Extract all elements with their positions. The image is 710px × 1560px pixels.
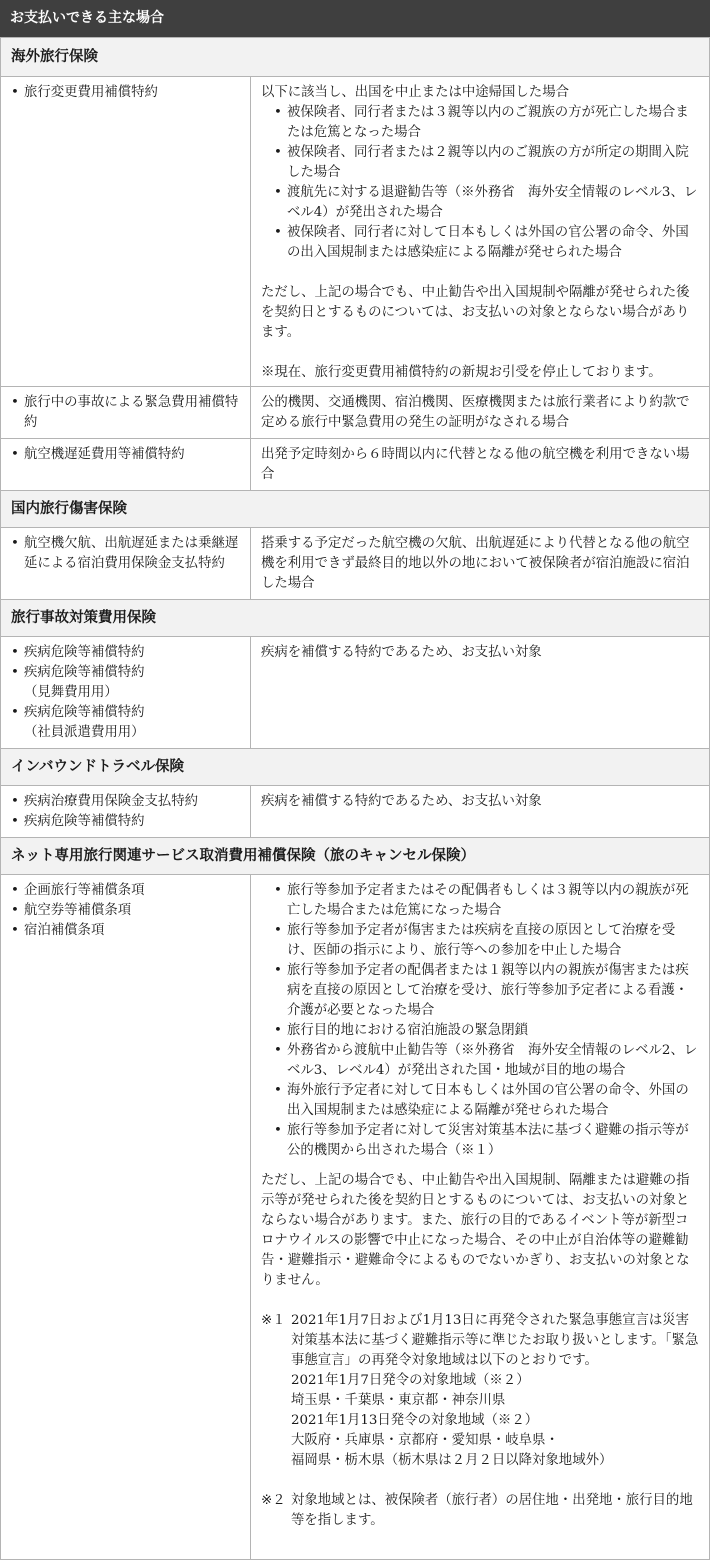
footnote-line: 福岡県・栃木県（栃木県は２月２日以降対象地域外） <box>291 1453 613 1468</box>
rider-name: • 航空機欠航、出航遅延または乗継遅延による宿泊費用保険金支払特約 <box>11 534 242 574</box>
rider-name-cell <box>1 875 251 1559</box>
condition-item: • 旅行等参加予定者が傷害または疾病を直接の原因として治療を受け、医師の指示により、旅行等への参加を中止した場合 <box>261 921 699 961</box>
condition-item: • 被保険者、同行者または３親等以内のご親族の方が死亡した場合または危篤となった場合 <box>261 103 699 143</box>
footnote-marker: ※１ <box>261 1313 286 1328</box>
footnote-text: 2021年1月7日および1月13日に再発令された緊急事態宣言は災害対策基本法に基づく避難指示等に準じたお取り扱いとします。「緊急事態宣言」の再発令対象地域は以下のとおりです。 <box>291 1313 699 1368</box>
condition-cell <box>251 528 709 599</box>
condition-cell <box>251 875 709 1559</box>
table-row <box>1 438 709 490</box>
rider-name-cell <box>1 387 251 438</box>
footnote-marker: ※２ <box>261 1493 286 1508</box>
footnote-body <box>291 1311 699 1471</box>
rider-name-cell <box>1 637 251 748</box>
rider-name: • 疾病危険等補償特約 <box>11 663 242 683</box>
rider-name: • 疾病危険等補償特約 <box>11 812 242 832</box>
rider-name: • 航空券等補償条項 <box>11 901 242 921</box>
condition-item: • 旅行等参加予定者に対して災害対策基本法に基づく避難の指示等が公的機関から出された場合（※１） <box>261 1121 699 1161</box>
table-row <box>1 527 709 599</box>
condition-note: ただし、上記の場合でも、中止勧告や出入国規制、隔離または避難の指示等が発せられた後を契約日とするものについては、お支払いの対象とならない場合があります。また、旅行の目的であるイベント等が新型コロナウイルスの影響で中止になった場合、その中止が自治体等の避難勧告・避難指示・避難命令によるものでないかぎり、お支払いの対象となりません。 <box>261 1173 690 1288</box>
rider-name-qualifier: （社員派遣費用用） <box>24 725 145 740</box>
footnote-1 <box>261 1311 699 1471</box>
condition-item: • 被保険者、同行者に対して日本もしくは外国の官公署の命令、外国の出入国規制または感染症による隔離が発せられた場合 <box>261 223 699 263</box>
rider-name-qualifier: （見舞費用用） <box>24 685 118 700</box>
rider-name: • 疾病危険等補償特約 <box>11 643 242 663</box>
condition-cell <box>251 439 709 490</box>
condition-cell <box>251 77 709 386</box>
rider-name: • 旅行中の事故による緊急費用補償特約 <box>11 393 242 433</box>
footnote-line: 2021年1月7日発令の対象地域（※２） <box>291 1373 530 1388</box>
rider-name: • 疾病危険等補償特約 <box>11 703 242 723</box>
suspension-note: ※現在、旅行変更費用補償特約の新規お引受を停止しております。 <box>261 365 662 380</box>
table-row <box>1 874 709 1559</box>
table-row <box>1 386 709 438</box>
section-heading-overseas-travel: 海外旅行保険 <box>1 37 709 76</box>
footnote-text: 対象地域とは、被保険者（旅行者）の居住地・出発地・旅行目的地等を指します。 <box>291 1493 693 1528</box>
condition-item: • 被保険者、同行者または２親等以内のご親族の方が所定の期間入院した場合 <box>261 143 699 183</box>
condition-item: • 渡航先に対する退避勧告等（※外務省 海外安全情報のレベル3、レベル4）が発出された場合 <box>261 183 699 223</box>
rider-name: • 航空機遅延費用等補償特約 <box>11 445 242 465</box>
rider-name-cell <box>1 528 251 599</box>
table-row <box>1 76 709 386</box>
section-heading-accident-countermeasure: 旅行事故対策費用保険 <box>1 599 709 636</box>
condition-text: 出発予定時刻から６時間以内に代替となる他の航空機を利用できない場合 <box>261 447 690 482</box>
coverage-table <box>0 37 710 1560</box>
rider-name-cell <box>1 77 251 386</box>
footnote-2 <box>261 1491 699 1531</box>
footnote-line: 2021年1月13日発令の対象地域（※２） <box>291 1413 539 1428</box>
condition-item: • 旅行目的地における宿泊施設の緊急閉鎖 <box>261 1021 699 1041</box>
condition-item: • 外務省から渡航中止勧告等（※外務省 海外安全情報のレベル2、レベル3、レベル4）が発出された国・地域が目的地の場合 <box>261 1041 699 1081</box>
condition-item: • 海外旅行予定者に対して日本もしくは外国の官公署の命令、外国の出入国規制または感染症による隔離が発せられた場合 <box>261 1081 699 1121</box>
condition-cell <box>251 387 709 438</box>
condition-text: 疾病を補償する特約であるため、お支払い対象 <box>261 794 542 809</box>
condition-item: • 旅行等参加予定者またはその配偶者もしくは３親等以内の親族が死亡した場合または危篤になった場合 <box>261 881 699 921</box>
section-heading-domestic-travel: 国内旅行傷害保険 <box>1 490 709 527</box>
rider-name: • 疾病治療費用保険金支払特約 <box>11 792 242 812</box>
rider-name: • 旅行変更費用補償特約 <box>11 83 242 103</box>
condition-note: ただし、上記の場合でも、中止勧告や出入国規制や隔離が発せられた後を契約日とするものについては、お支払いの対象とならない場合があります。 <box>261 285 690 340</box>
condition-intro: 以下に該当し、出国を中止または中途帰国した場合 <box>261 85 569 100</box>
table-title: お支払いできる主な場合 <box>0 0 710 37</box>
condition-item: • 旅行等参加予定者の配偶者または１親等以内の親族が傷害または疾病を直接の原因として治療を受け、旅行等参加予定者による看護・介護が必要となった場合 <box>261 961 699 1021</box>
rider-name-cell <box>1 786 251 837</box>
footnote-line: 埼玉県・千葉県・東京都・神奈川県 <box>291 1393 506 1408</box>
table-row <box>1 636 709 748</box>
section-heading-cancellation-insurance: ネット専用旅行関連サービス取消費用補償保険（旅のキャンセル保険） <box>1 837 709 874</box>
section-heading-inbound-travel: インバウンドトラベル保険 <box>1 748 709 785</box>
condition-cell <box>251 786 709 837</box>
table-row <box>1 785 709 837</box>
condition-text: 公的機関、交通機関、宿泊機関、医療機関または旅行業者により約款で定める旅行中緊急費用の発生の証明がなされる場合 <box>261 395 690 430</box>
condition-cell <box>251 637 709 748</box>
rider-name-cell <box>1 439 251 490</box>
rider-name: • 宿泊補償条項 <box>11 921 242 941</box>
condition-text: 疾病を補償する特約であるため、お支払い対象 <box>261 645 542 660</box>
rider-name: • 企画旅行等補償条項 <box>11 881 242 901</box>
footnote-line: 大阪府・兵庫県・京都府・愛知県・岐阜県・ <box>291 1433 559 1448</box>
condition-text: 搭乗する予定だった航空機の欠航、出航遅延により代替となる他の航空機を利用できず最終目的地以外の地において被保険者が宿泊施設に宿泊した場合 <box>261 536 690 591</box>
